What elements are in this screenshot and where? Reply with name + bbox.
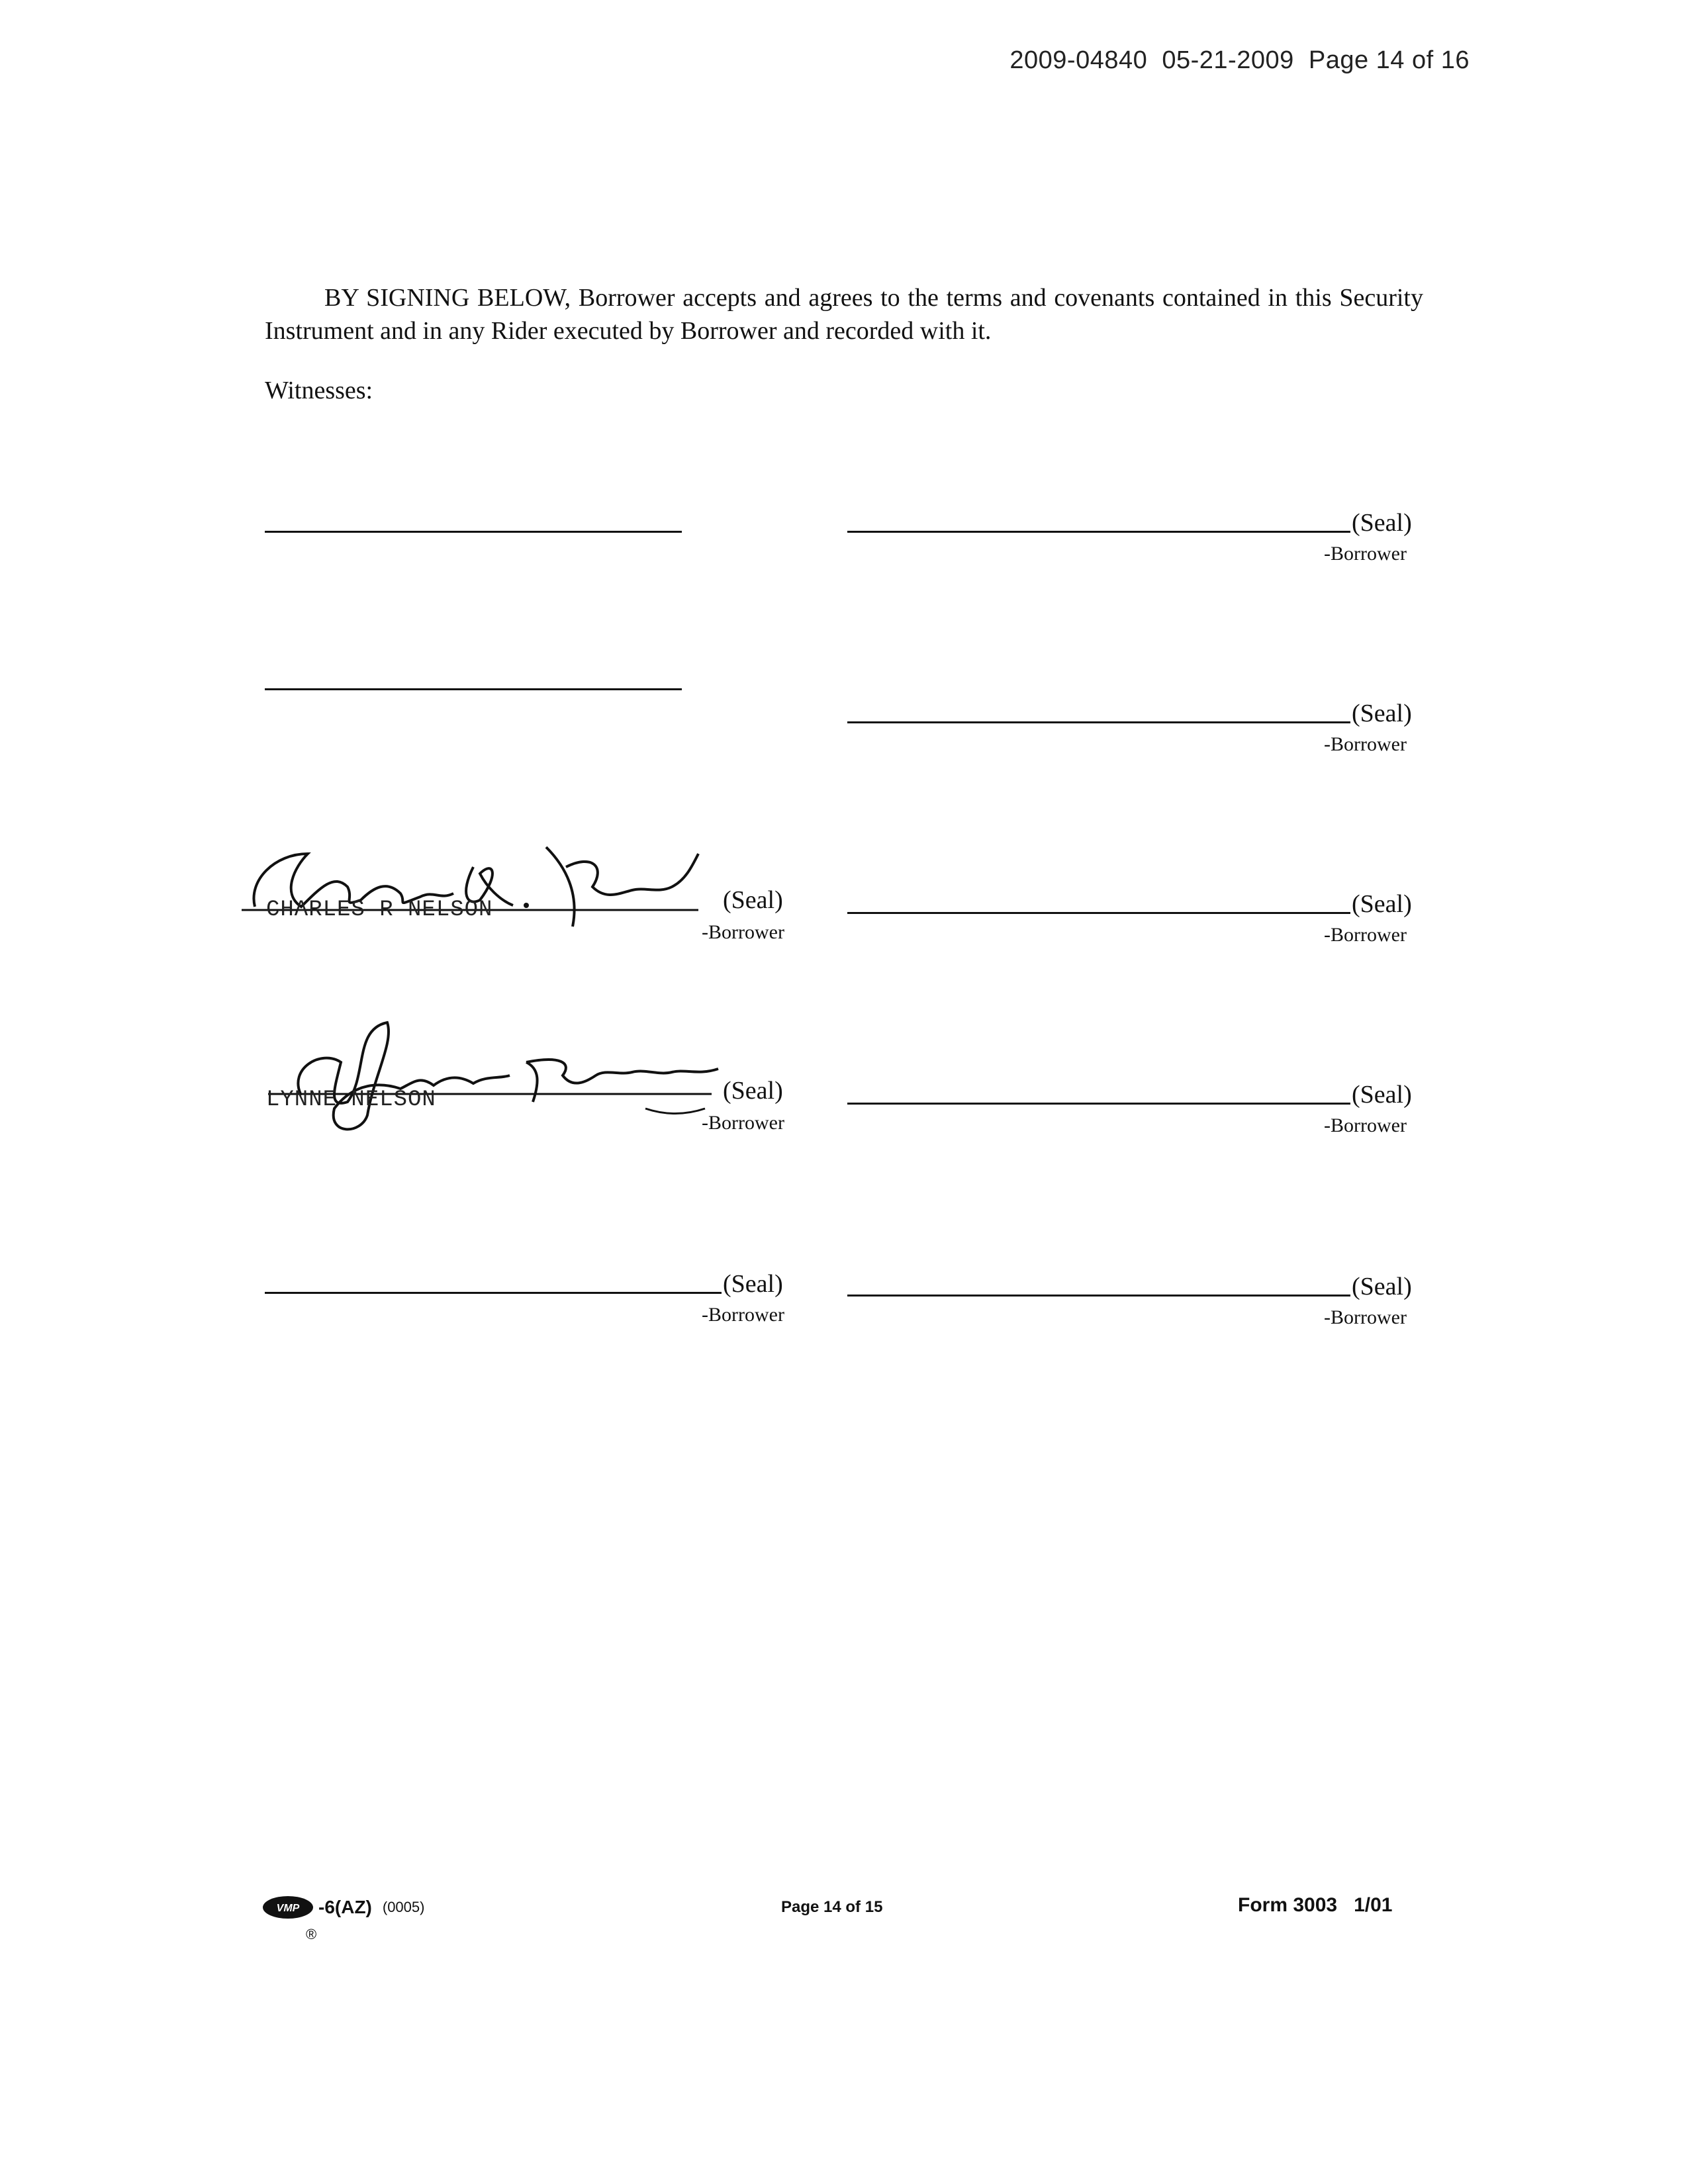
borrower-label: -Borrower	[1324, 924, 1407, 946]
footer-revision: (0005)	[382, 1899, 425, 1915]
borrower-label: -Borrower	[702, 1304, 784, 1326]
borrower-line-r4[interactable]	[847, 1103, 1350, 1105]
footer-page-number: Page 14 of 15	[781, 1898, 883, 1916]
seal-label: (Seal)	[1352, 509, 1412, 537]
footer-form-code: -6(AZ)	[318, 1897, 372, 1917]
signature-clause-text: BY SIGNING BELOW, Borrower accepts and agrees to the terms and covenants contained in this Security Instrument and in any Rider executed by Borrower and recorded with it.	[265, 284, 1423, 345]
signature-lynne-nelson	[261, 1009, 751, 1142]
borrower-label: -Borrower	[702, 921, 784, 943]
borrower-line-l5[interactable]	[265, 1292, 722, 1294]
footer-form-id	[261, 1894, 424, 1921]
witness-line-2[interactable]	[265, 688, 682, 690]
seal-label: (Seal)	[723, 1077, 783, 1105]
borrower-line-r1[interactable]	[847, 531, 1350, 533]
registered-mark: ®	[306, 1926, 317, 1942]
borrower-label: -Borrower	[1324, 543, 1407, 565]
borrower-label: -Borrower	[1324, 1115, 1407, 1136]
seal-label: (Seal)	[723, 886, 783, 914]
seal-label: (Seal)	[723, 1270, 783, 1298]
borrower-label: -Borrower	[1324, 733, 1407, 755]
typed-name-lynne: LYNNE NELSON	[266, 1087, 436, 1113]
vmp-logo-text: VMP	[276, 1903, 300, 1914]
footer-form-number: Form 3003 1/01	[1238, 1894, 1393, 1916]
signature-charles-nelson	[235, 827, 712, 940]
witnesses-label: Witnesses:	[265, 377, 373, 404]
borrower-line-r2[interactable]	[847, 721, 1350, 723]
vmp-logo-icon	[261, 1894, 314, 1921]
typed-name-charles: CHARLES R NELSON	[266, 897, 493, 923]
witness-line-1[interactable]	[265, 531, 682, 533]
seal-label: (Seal)	[1352, 890, 1412, 918]
seal-label: (Seal)	[1352, 1081, 1412, 1109]
borrower-line-r5[interactable]	[847, 1295, 1350, 1297]
seal-label: (Seal)	[1352, 700, 1412, 727]
recording-stamp: 2009-04840 05-21-2009 Page 14 of 16	[1009, 46, 1470, 74]
borrower-label: -Borrower	[702, 1112, 784, 1134]
borrower-label: -Borrower	[1324, 1306, 1407, 1328]
borrower-line-r3[interactable]	[847, 912, 1350, 914]
seal-label: (Seal)	[1352, 1273, 1412, 1300]
signature-clause	[265, 281, 1423, 347]
